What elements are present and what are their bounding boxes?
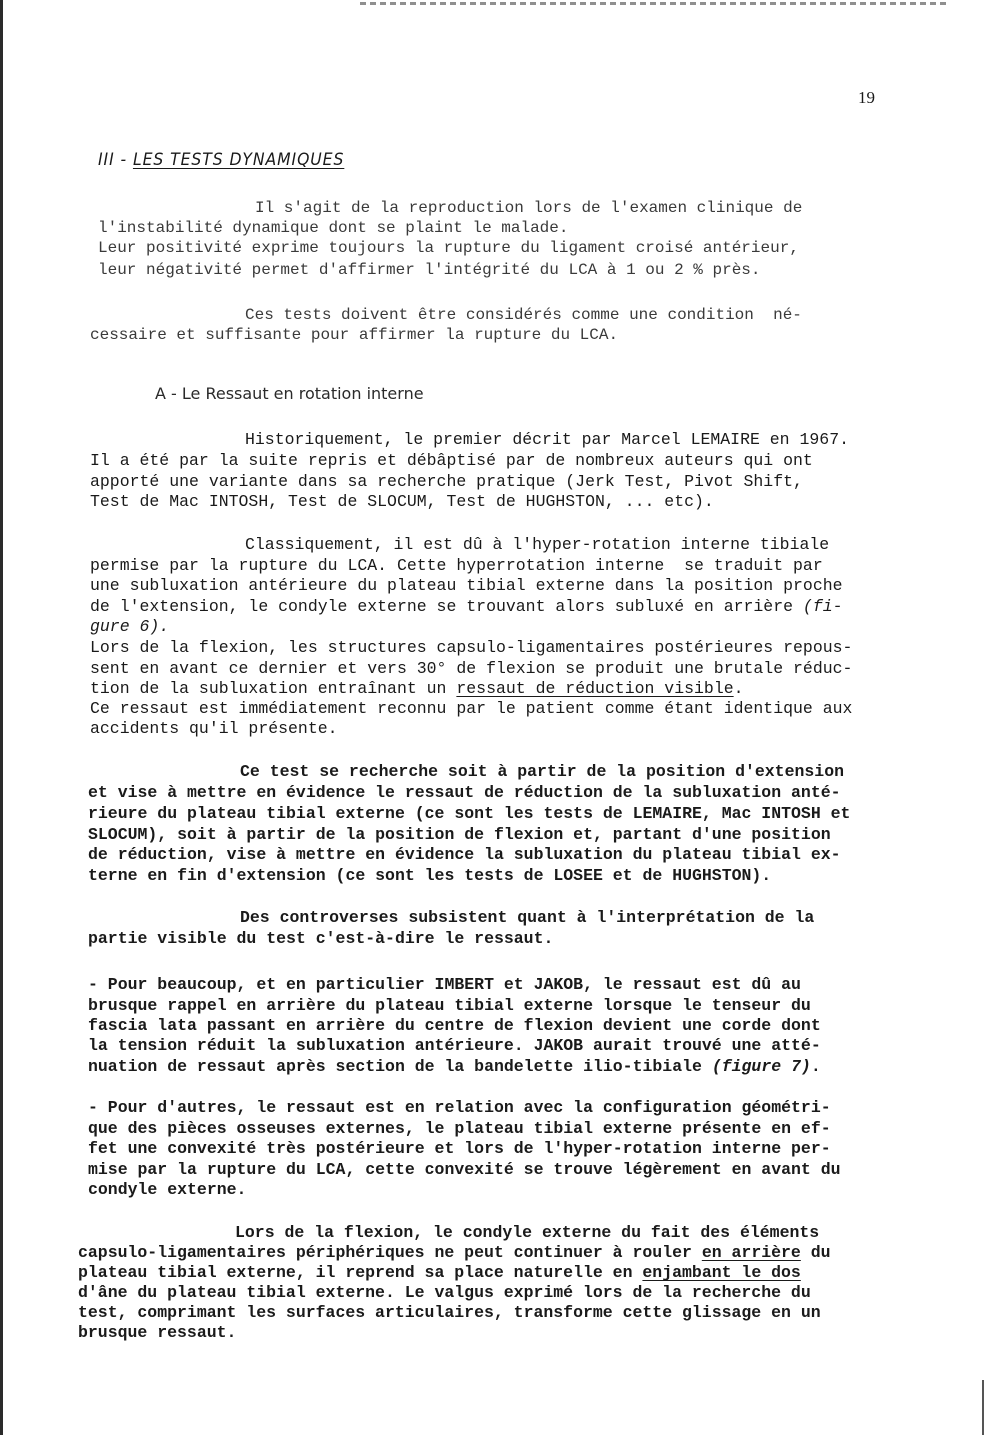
text-line: Ce test se recherche soit à partir de la position d'extension (240, 762, 844, 781)
scan-top-noise (360, 2, 950, 5)
text-line: Leur positivité exprime toujours la rupture du ligament croisé antérieur, (98, 239, 799, 257)
text-line: permise par la rupture du LCA. Cette hyperrotation interne se traduit par (90, 556, 823, 575)
page-number: 19 (858, 88, 875, 107)
text-line: - Pour beaucoup, et en particulier IMBERT et JAKOB, le ressaut est dû au (88, 975, 801, 994)
text-line: terne en fin d'extension (ce sont les tests de LOSEE et de HUGHSTON). (88, 866, 772, 885)
text-line: de l'extension, le condyle externe se trouvant alors subluxé en arrière (fi- (90, 597, 843, 616)
text-line: accidents qu'il présente. (90, 719, 338, 738)
underlined-phrase: enjambant le dos (642, 1263, 801, 1282)
text-line: SLOCUM), soit à partir de la position de flexion et, partant d'une position (88, 825, 831, 844)
text-line: cessaire et suffisante pour affirmer la rupture du LCA. (90, 326, 619, 344)
text-line: Lors de la flexion, les structures capsulo-ligamentaires postérieures repous- (90, 638, 853, 657)
text-line: et vise à mettre en évidence le ressaut de réduction de la subluxation anté- (88, 783, 841, 802)
text-line: que des pièces osseuses externes, le plateau tibial externe présente en ef- (88, 1119, 831, 1138)
text-line: Historiquement, le premier décrit par Marcel LEMAIRE en 1967. (245, 430, 849, 449)
text-line: sent en avant ce dernier et vers 30° de flexion se produit une brutale réduc- (90, 659, 853, 678)
text-line: leur négativité permet d'affirmer l'intégrité du LCA à 1 ou 2 % près. (98, 261, 761, 279)
text-line: rieure du plateau tibial externe (ce sont les tests de LEMAIRE, Mac INTOSH et (88, 804, 851, 823)
figure-reference: gure 6). (90, 617, 170, 636)
text-line: la tension réduit la subluxation antérieure. JAKOB aurait trouvé une atté- (88, 1036, 821, 1055)
section-number: III - (98, 150, 133, 170)
text-line: de réduction, vise à mettre en évidence la subluxation du plateau tibial ex- (88, 845, 841, 864)
text-line: condyle externe. (88, 1180, 247, 1199)
text-line: fascia lata passant en arrière du centre de flexion devient une corde dont (88, 1016, 821, 1035)
text-line: nuation de ressaut après section de la bandelette ilio-tibiale (figure 7). (88, 1057, 821, 1076)
section-heading (98, 150, 344, 170)
text-line: mise par la rupture du LCA, cette convexité se trouve légèrement en avant du (88, 1160, 841, 1179)
figure-reference: (figure 7) (711, 1057, 811, 1076)
scan-left-edge (0, 0, 3, 1435)
text-line: test, comprimant les surfaces articulaires, transforme cette glissage en un (78, 1303, 821, 1322)
text-line: Il a été par la suite repris et débâptisé par de nombreux auteurs qui ont (90, 451, 813, 470)
text-line: Test de Mac INTOSH, Test de SLOCUM, Test de HUGHSTON, ... etc). (90, 492, 714, 511)
text-line: une subluxation antérieure du plateau tibial externe dans la position proche (90, 576, 843, 595)
section-title: LES TESTS DYNAMIQUES (132, 150, 345, 170)
figure-reference: (fi- (802, 597, 843, 616)
subsection-heading: A - Le Ressaut en rotation interne (155, 384, 424, 403)
text-line: Classiquement, il est dû à l'hyper-rotation interne tibiale (245, 535, 830, 554)
text-line: partie visible du test c'est-à-dire le ressaut. (88, 929, 554, 948)
underlined-phrase: ressaut de réduction visible (456, 679, 734, 698)
text-line: brusque ressaut. (78, 1323, 237, 1342)
text-line: l'instabilité dynamique dont se plaint le malade. (98, 219, 569, 237)
text-line: Ces tests doivent être considérés comme une condition né- (245, 306, 802, 324)
text-line: capsulo-ligamentaires périphériques ne peut continuer à rouler en arrière du (78, 1243, 831, 1262)
text-line: d'âne du plateau tibial externe. Le valgus exprimé lors de la recherche du (78, 1283, 811, 1302)
text-line: Lors de la flexion, le condyle externe du fait des éléments (235, 1223, 820, 1242)
text-line: fet une convexité très postérieure et lors de l'hyper-rotation interne per- (88, 1139, 831, 1158)
text-line: Des controverses subsistent quant à l'interprétation de la (240, 908, 815, 927)
text-line: brusque rappel en arrière du plateau tibial externe lorsque le tenseur du (88, 996, 811, 1015)
text-line: Il s'agit de la reproduction lors de l'examen clinique de (255, 199, 803, 217)
text-line: plateau tibial externe, il reprend sa place naturelle en enjambant le dos (78, 1263, 801, 1282)
scan-right-edge (982, 1380, 984, 1435)
text-line: tion de la subluxation entraînant un ressaut de réduction visible. (90, 679, 744, 698)
text-line: - Pour d'autres, le ressaut est en relation avec la configuration géométri- (88, 1098, 831, 1117)
text-line: Ce ressaut est immédiatement reconnu par le patient comme étant identique aux (90, 699, 853, 718)
text-line: apporté une variante dans sa recherche pratique (Jerk Test, Pivot Shift, (90, 472, 803, 491)
underlined-phrase: en arrière (701, 1243, 801, 1262)
